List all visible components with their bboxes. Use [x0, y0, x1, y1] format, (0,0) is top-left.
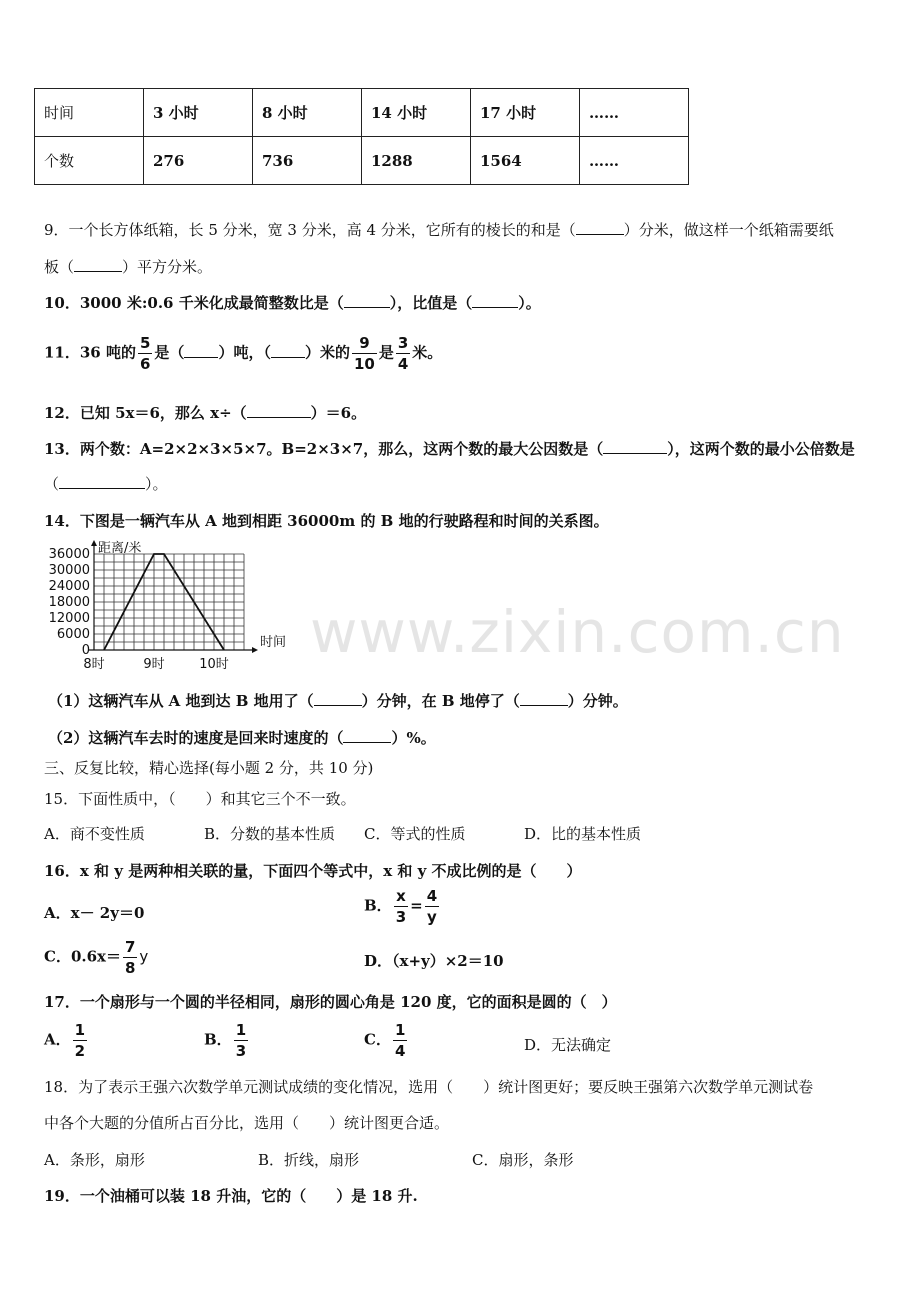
q15-option-d[interactable]: D．比的基本性质 [524, 825, 642, 843]
y-tick-label: 36000 [48, 547, 90, 562]
table-cell: 1288 [362, 137, 471, 185]
numerator: 9 [352, 333, 377, 354]
section-3-heading: 三、反复比较，精心选择(每小题 2 分，共 10 分) [44, 759, 374, 777]
q14-p1-text-c: ）分钟。 [567, 692, 628, 710]
numerator: 7 [124, 938, 136, 956]
q13-text-c: （ [44, 475, 60, 493]
question-9-cont [44, 256, 212, 277]
table-cell: 1564 [471, 137, 580, 185]
q12-text-b: ）＝6。 [310, 404, 367, 422]
y-axis-arrow [91, 540, 97, 546]
question-13-cont [44, 473, 168, 494]
x-axis-label: 时间 [260, 635, 287, 650]
answer-blank[interactable] [576, 220, 624, 235]
q15-option-b[interactable]: B．分数的基本性质 [204, 825, 336, 843]
q18-option-b[interactable]: B．折线，扇形 [258, 1151, 360, 1169]
y-tick-label: 12000 [48, 611, 90, 626]
question-13 [44, 438, 855, 459]
q11-text-a: 11．36 吨的 [44, 343, 136, 362]
fraction [394, 886, 408, 927]
numerator: x [394, 886, 408, 907]
q14-p2-text-b: ）%。 [391, 729, 436, 747]
answer-blank[interactable] [74, 257, 122, 272]
y-tick-label: 0 [81, 643, 90, 658]
q17-option-a[interactable] [44, 1020, 89, 1061]
x-axis-arrow [252, 647, 258, 653]
question-17: 17．一个扇形与一个圆的半径相同，扇形的圆心角是 120 度，它的面积是圆的（ ） [44, 993, 617, 1011]
q14-p1-text-b: ）分钟，在 B 地停了（ [361, 692, 520, 710]
option-label: B． [364, 896, 392, 915]
numerator: 1 [74, 1021, 86, 1039]
option-label: C．0.6x＝ [44, 947, 121, 966]
denominator: 6 [139, 355, 151, 373]
question-18: 18．为了表示王强六次数学单元测试成绩的变化情况，选用（ ）统计图更好；要反映王强第六次数学单元测试卷 [44, 1078, 814, 1096]
option-label: C． [364, 1030, 391, 1049]
y-tick-label: 6000 [56, 627, 90, 642]
answer-blank[interactable] [603, 439, 667, 454]
option-label: A． [44, 1030, 71, 1049]
answer-blank[interactable] [314, 691, 362, 706]
denominator: y [427, 908, 437, 926]
answer-blank[interactable] [184, 343, 218, 358]
q11-text-f: 米。 [412, 343, 443, 362]
fraction [352, 333, 377, 374]
answer-blank[interactable] [343, 728, 391, 743]
q11-text-d: ）米的 [304, 343, 350, 362]
x-tick-label: 10时 [199, 657, 229, 672]
table-row [35, 89, 689, 137]
q15-option-c[interactable]: C．等式的性质 [364, 825, 466, 843]
option-label: B． [204, 1030, 232, 1049]
y-tick-label: 30000 [48, 563, 90, 578]
fraction [425, 886, 439, 927]
answer-blank[interactable] [472, 293, 518, 308]
table-cell: 276 [144, 137, 253, 185]
q10-text-b: ），比值是（ [389, 294, 473, 312]
q17-option-d[interactable]: D．无法确定 [524, 1036, 612, 1054]
question-14: 14．下图是一辆汽车从 A 地到相距 36000m 的 B 地的行驶路程和时间的关系图。 [44, 512, 609, 530]
q9-text-d: ）平方分米。 [122, 258, 213, 276]
q10-text-a: 10．3000 米:0.6 千米化成最简整数比是（ [44, 294, 344, 312]
q16-option-d[interactable]: D．（x+y）×2＝10 [364, 952, 504, 970]
denominator: 3 [395, 908, 407, 926]
question-10 [44, 292, 541, 313]
q14-p2-text-a: （2）这辆汽车去时的速度是回来时速度的（ [48, 729, 344, 747]
answer-blank[interactable] [344, 293, 390, 308]
fraction [138, 333, 152, 374]
table-cell: 8 小时 [253, 89, 362, 137]
q13-text-d: ）。 [145, 475, 168, 493]
table-cell: …… [580, 89, 689, 137]
q13-text-b: ），这两个数的最小公倍数是 [667, 440, 855, 458]
variable-y: y [139, 947, 149, 966]
q10-text-c: ）。 [518, 294, 541, 312]
y-axis-label: 距离/米 [98, 541, 142, 556]
answer-blank[interactable] [59, 474, 145, 489]
fraction [73, 1020, 87, 1061]
table-cell: 3 小时 [144, 89, 253, 137]
question-16: 16．x 和 y 是两种相关联的量，下面四个等式中，x 和 y 不成比例的是（ ） [44, 862, 582, 880]
question-11 [44, 333, 442, 374]
question-19: 19．一个油桶可以装 18 升油，它的（ ）是 18 升. [44, 1187, 418, 1205]
denominator: 4 [394, 1042, 406, 1060]
q18-option-c[interactable]: C．扇形，条形 [472, 1151, 574, 1169]
x-tick-label: 8时 [83, 657, 105, 672]
q15-option-a[interactable]: A．商不变性质 [44, 825, 145, 843]
numerator: 1 [394, 1021, 406, 1039]
q9-text-c: 板（ [44, 258, 75, 276]
denominator: 2 [74, 1042, 86, 1060]
y-tick-label: 18000 [48, 595, 90, 610]
table-row [35, 137, 689, 185]
denominator: 8 [124, 959, 136, 977]
denominator: 4 [397, 355, 409, 373]
q9-text-a: 9．一个长方体纸箱，长 5 分米，宽 3 分米，高 4 分米，它所有的棱长的和是（ [44, 221, 576, 239]
table-cell: 736 [253, 137, 362, 185]
table-cell: …… [580, 137, 689, 185]
question-9 [44, 219, 834, 240]
q13-text-a: 13．两个数：A=2×2×3×5×7。B=2×3×7，那么，这两个数的最大公因数是（ [44, 440, 604, 458]
q11-text-b: 是（ [154, 343, 185, 362]
question-15: 15．下面性质中，（ ）和其它三个不一致。 [44, 790, 356, 808]
question-18-cont: 中各个大题的分值所占百分比，选用（ ）统计图更合适。 [44, 1114, 450, 1132]
answer-blank[interactable] [520, 691, 568, 706]
table-cell: 17 小时 [471, 89, 580, 137]
q14-p1-text-a: （1）这辆汽车从 A 地到达 B 地用了（ [48, 692, 314, 710]
fraction [396, 333, 410, 374]
q9-text-b: ）分米，做这样一个纸箱需要纸 [623, 221, 834, 239]
q12-text-a: 12．已知 5x＝6，那么 x÷（ [44, 404, 247, 422]
denominator: 3 [235, 1042, 247, 1060]
table-cell: 时间 [35, 89, 144, 137]
x-tick-label: 9时 [143, 657, 165, 672]
denominator: 10 [353, 355, 375, 373]
q17-option-c[interactable] [364, 1020, 409, 1061]
q17-option-b[interactable] [204, 1020, 250, 1061]
numerator: 4 [426, 887, 438, 905]
numerator: 1 [235, 1021, 247, 1039]
q11-text-e: 是 [378, 343, 394, 362]
table-cell: 个数 [35, 137, 144, 185]
distance-time-chart [34, 538, 294, 678]
answer-blank[interactable] [247, 403, 311, 418]
q16-option-a[interactable]: A．x－ 2y＝0 [44, 904, 145, 922]
numerator: 3 [397, 334, 409, 352]
question-12 [44, 402, 366, 423]
q16-option-b[interactable] [364, 886, 441, 927]
fraction [393, 1020, 407, 1061]
watermark: www.zixin.com.cn [310, 598, 845, 666]
equals-sign: = [410, 896, 423, 915]
question-14-part-2 [48, 727, 436, 748]
q11-text-c: ）吨，（ [218, 343, 271, 362]
question-14-part-1 [48, 690, 628, 711]
q16-option-c[interactable] [44, 937, 148, 978]
answer-blank[interactable] [271, 343, 305, 358]
fraction [123, 937, 137, 978]
data-table [34, 88, 689, 185]
numerator: 5 [139, 334, 151, 352]
y-tick-label: 24000 [48, 579, 90, 594]
table-cell: 14 小时 [362, 89, 471, 137]
fraction [234, 1020, 248, 1061]
q18-option-a[interactable]: A．条形，扇形 [44, 1151, 145, 1169]
